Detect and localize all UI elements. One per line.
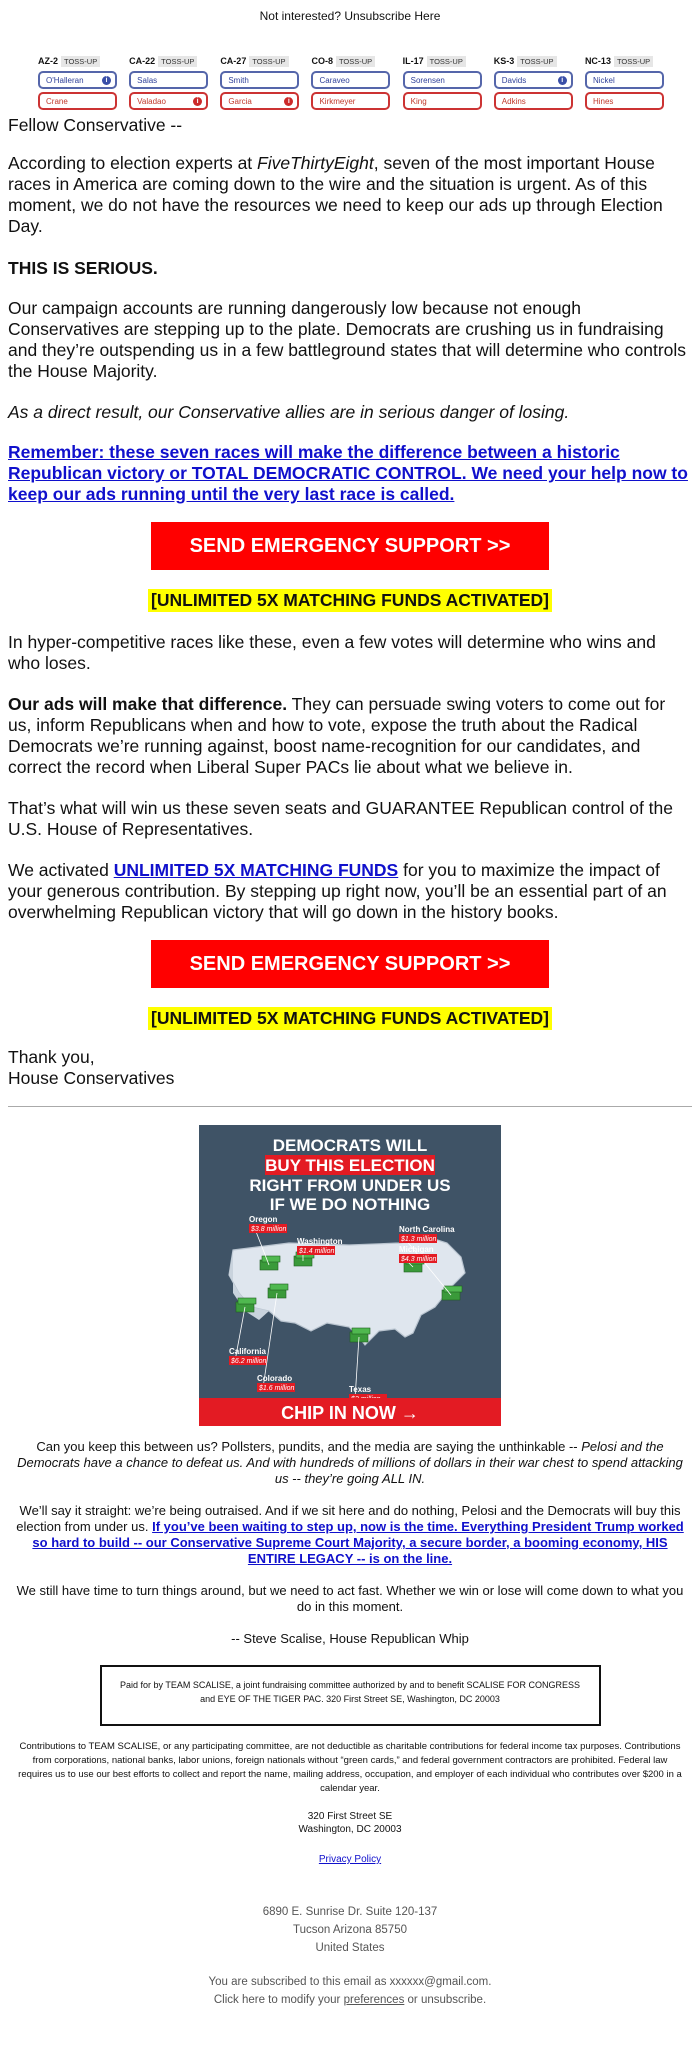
- state-name-label: Washington: [297, 1237, 343, 1246]
- republican-candidate: Adkins: [494, 92, 573, 110]
- preferences-link[interactable]: preferences: [343, 1994, 405, 2006]
- republican-candidate: King: [403, 92, 482, 110]
- paragraph-competitive: In hyper-competitive races like these, even a few votes will determine who wins and who loses.: [8, 632, 656, 673]
- toss-up-badge: TOSS-UP: [517, 56, 556, 67]
- unsubscribe-top-link[interactable]: Not interested? Unsubscribe Here: [259, 9, 441, 23]
- appeal-secrecy: Can you keep this between us? Pollsters, pundits, and the media are saying the unthinkable -- Pelosi and the Democrats have a chance to defeat us. And with hundreds of millions of dollars in their war chest to spend attacking us -- they’re going ALL IN.: [17, 1439, 683, 1486]
- serious-heading: THIS IS SERIOUS.: [8, 258, 158, 278]
- banner-line-2: BUY THIS ELECTION: [265, 1156, 435, 1175]
- race-code: AZ-2: [38, 56, 58, 66]
- state-amount-label: $4.3 million: [401, 1256, 437, 1263]
- race-nc-13: [585, 54, 664, 112]
- paragraph-ads: Our ads will make that difference. They can persuade swing voters to come out for us, inform Republicans when and how to vote, expose the truth about the Radical Democrats we’re running against, boost name-recognition for our candidates, and correct the record when Liberal Super PACs lie about what we believe in.: [8, 694, 666, 777]
- race-az-2: [38, 54, 117, 112]
- paragraph-intro: According to election experts at FiveThirtyEight, seven of the most important House races in America are coming down to the wire and the situation is urgent. As of this moment, we do not have the resources we need to keep our ads up through Election Day.: [8, 153, 663, 236]
- money-stack-icon: [352, 1328, 370, 1334]
- letter-body: [0, 112, 700, 1089]
- toss-up-badge: TOSS-UP: [249, 56, 288, 67]
- race-header: [220, 54, 299, 68]
- paragraph-matching: We activated UNLIMITED 5X MATCHING FUNDS for you to maximize the impact of your generous contribution. By stepping up right now, you’ll be an essential part of an overwhelming Republican victory that will go down in the history books.: [8, 860, 667, 922]
- state-name-label: North Carolina: [399, 1225, 455, 1234]
- republican-candidate: Valadao i: [129, 92, 208, 110]
- republican-candidate: Kirkmeyer: [311, 92, 390, 110]
- matching-funds-banner-2: [UNLIMITED 5X MATCHING FUNDS ACTIVATED]: [148, 1007, 552, 1030]
- race-header: [494, 54, 573, 68]
- matching-funds-banner: [UNLIMITED 5X MATCHING FUNDS ACTIVATED]: [148, 589, 552, 612]
- state-amount-label: $1.6 million: [259, 1385, 295, 1392]
- committee-address: 320 First Street SE Washington, DC 20003: [298, 1811, 402, 1835]
- appeal-signature: -- Steve Scalise, House Republican Whip: [231, 1631, 469, 1646]
- state-name-label: Oregon: [249, 1215, 278, 1224]
- paragraph-danger: As a direct result, our Conservative allies are in serious danger of losing.: [8, 402, 570, 422]
- republican-candidate: Hines: [585, 92, 664, 110]
- banner-line-3: RIGHT FROM UNDER US: [249, 1176, 451, 1195]
- banner-graphic: [199, 1125, 501, 1426]
- democrat-candidate: Nickel: [585, 71, 664, 89]
- race-header: [311, 54, 390, 68]
- privacy-policy-link[interactable]: Privacy Policy: [318, 1854, 382, 1865]
- race-code: CA-22: [129, 56, 156, 66]
- paragraph-accounts: Our campaign accounts are running dangerously low because not enough Conservatives are stepping up to the plate. Democrats are crushing us in fundraising and they’re outspending us in a few battleground states that will determine who controls the House Majority.: [8, 298, 687, 381]
- race-ca-27: [220, 54, 299, 112]
- incumbent-icon: i: [558, 76, 567, 85]
- state-amount-label: $1.3 million: [401, 1236, 437, 1243]
- banner-line-4: IF WE DO NOTHING: [269, 1195, 431, 1214]
- money-stack-icon: [270, 1284, 288, 1290]
- race-co-8: [311, 54, 390, 112]
- democrat-candidate: Smith: [220, 71, 299, 89]
- race-il-17: [403, 54, 482, 112]
- race-header: [585, 54, 664, 68]
- remember-link[interactable]: Remember: these seven races will make the difference between a historic Republican victory or TOTAL DEMOCRATIC CONTROL. We need your help now to keep our ads running until the very last race is called.: [8, 442, 688, 504]
- paid-for-box: Paid for by TEAM SCALISE, a joint fundraising committee authorized by and to benefit SCALISE FOR CONGRESS and EYE OF THE TIGER PAC. 320 First Street SE, Washington, DC 20003: [100, 1665, 601, 1726]
- republican-candidate: Garcia i: [220, 92, 299, 110]
- incumbent-icon: i: [284, 97, 293, 106]
- race-code: CO-8: [311, 56, 333, 66]
- toss-up-badge: TOSS-UP: [158, 56, 197, 67]
- subscription-info: You are subscribed to this email as xxxxxx@gmail.com. Click here to modify your preferences or unsubscribe.: [208, 1976, 492, 2006]
- democrat-candidate: Salas: [129, 71, 208, 89]
- appeal-outraised: We’ll say it straight: we’re being outraised. And if we sit here and do nothing, Pelosi and the Democrats will buy this election from under us. If you’ve been waiting to step up, now is the time. Everything President Trump worked so hard to build -- our Conservative Supreme Court Majority, a secure border, a booming economy, HIS ENTIRE LEGACY -- is on the line.: [16, 1503, 684, 1566]
- race-ks-3: [494, 54, 573, 112]
- signoff: Thank you, House Conservatives: [8, 1047, 175, 1088]
- greeting: Fellow Conservative --: [8, 115, 183, 135]
- state-name-label: Colorado: [257, 1374, 293, 1383]
- divider: [8, 1106, 692, 1107]
- democrat-candidate: O'Halleran i: [38, 71, 117, 89]
- race-code: IL-17: [402, 56, 424, 66]
- democrat-candidate: Davids i: [494, 71, 573, 89]
- step-up-link[interactable]: If you’ve been waiting to step up, now is the time. Everything President Trump worked so hard to build -- our Conservative Supreme Court Majority, a secure border, a booming economy, HIS ENTIRE LEGACY -- is on the line.: [32, 1519, 684, 1566]
- incumbent-icon: i: [102, 76, 111, 85]
- money-stack-icon: [238, 1298, 256, 1304]
- send-emergency-support-button[interactable]: SEND EMERGENCY SUPPORT >>: [151, 522, 549, 570]
- mailing-address: 6890 E. Sunrise Dr. Suite 120-137 Tucson Arizona 85750 United States: [262, 1906, 438, 1954]
- race-code: NC-13: [584, 56, 611, 66]
- race-header: [129, 54, 208, 68]
- state-name-label: California: [229, 1347, 266, 1356]
- toss-up-badge: TOSS-UP: [336, 56, 375, 67]
- source-name: FiveThirtyEight: [257, 153, 374, 173]
- money-stack-icon: [444, 1286, 462, 1292]
- contributions-disclaimer: Contributions to TEAM SCALISE, or any participating committee, are not deductible as charitable contributions for federal income tax purposes. Contributions from corporations, national banks, labor unions, foreign nationals without “green cards,” and federal government contractors are prohibited. Federal law requires us to use our best efforts to collect and report the name, mailing address, occupation, and employer of each individual who contributes over $200 in a calendar year.: [18, 1741, 682, 1794]
- chip-in-banner[interactable]: [199, 1125, 501, 1426]
- state-amount-label: $3.8 million: [251, 1226, 287, 1233]
- republican-candidate: Crane: [38, 92, 117, 110]
- appeal-act-fast: We still have time to turn things around, but we need to act fast. Whether we win or lose will come down to what you do in this moment.: [16, 1583, 684, 1614]
- race-ca-22: [129, 54, 208, 112]
- toss-up-badge: TOSS-UP: [427, 56, 466, 67]
- state-amount-label: $6.2 million: [231, 1358, 267, 1365]
- race-header: [403, 54, 482, 68]
- matching-funds-link[interactable]: UNLIMITED 5X MATCHING FUNDS: [113, 860, 399, 880]
- state-name-label: Michigan: [399, 1245, 434, 1254]
- race-header: [38, 54, 117, 68]
- incumbent-icon: i: [193, 97, 202, 106]
- race-code: KS-3: [493, 56, 515, 66]
- state-name-label: Texas: [349, 1385, 372, 1394]
- democrat-candidate: Caraveo: [311, 71, 390, 89]
- toss-up-badge: TOSS-UP: [61, 56, 100, 67]
- money-stack-icon: [262, 1256, 280, 1262]
- democrat-candidate: Sorensen: [403, 71, 482, 89]
- banner-line-1: DEMOCRATS WILL: [272, 1136, 428, 1155]
- race-board: [0, 32, 700, 112]
- paragraph-guarantee: That’s what will win us these seven seats and GUARANTEE Republican control of the U.S. House of Representatives.: [8, 798, 673, 839]
- toss-up-badge: TOSS-UP: [614, 56, 653, 67]
- race-code: CA-27: [220, 56, 247, 66]
- chip-in-now-text[interactable]: CHIP IN NOW →: [281, 1403, 419, 1423]
- state-amount-label: $1.4 million: [299, 1248, 335, 1255]
- send-emergency-support-button-2[interactable]: SEND EMERGENCY SUPPORT >>: [151, 940, 549, 988]
